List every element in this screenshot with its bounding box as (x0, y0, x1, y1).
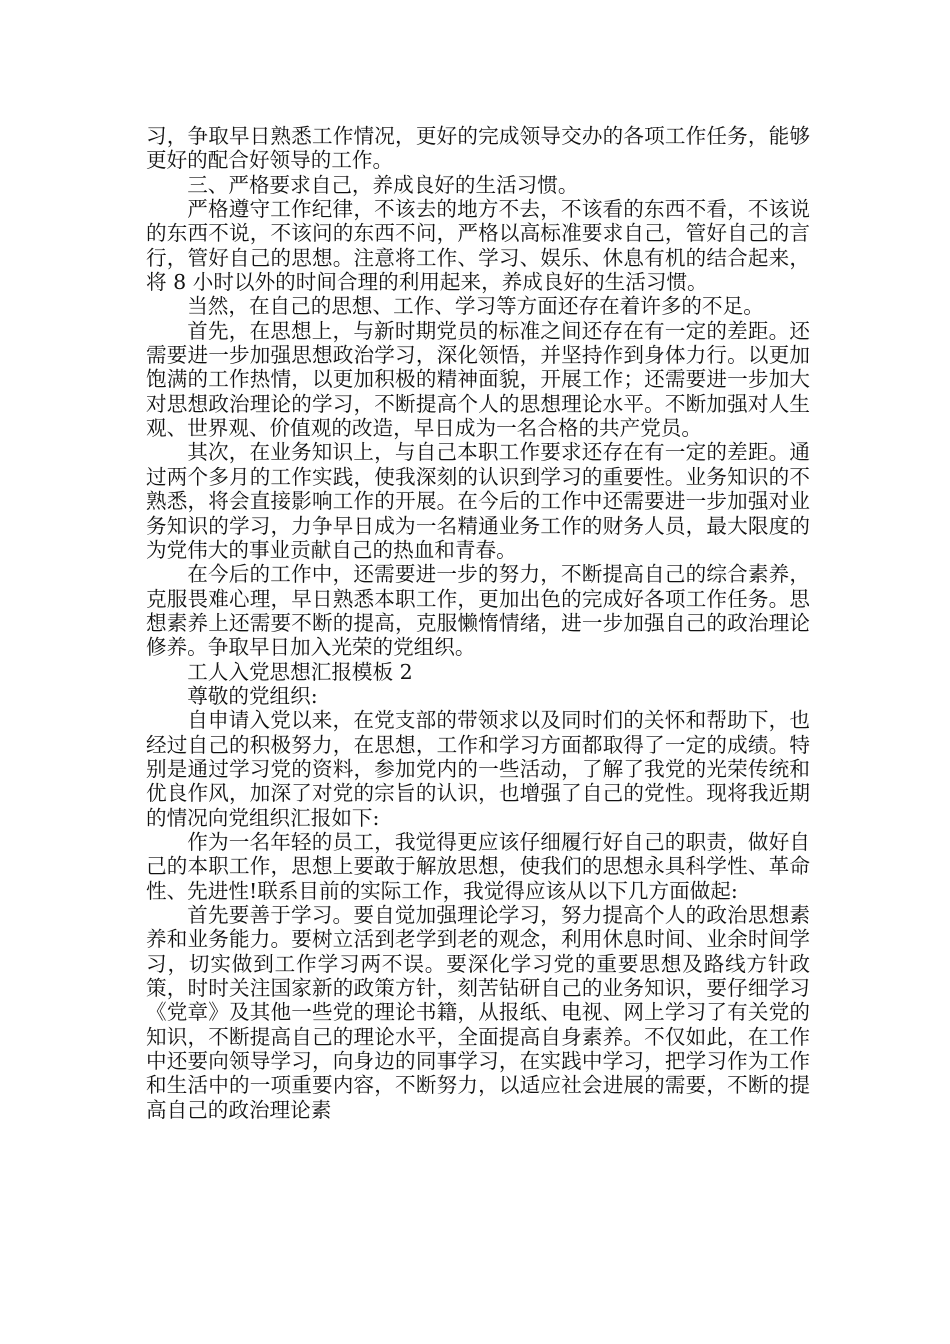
document-body (146, 124, 810, 1122)
paragraph-6: 其次，在业务知识上，与自己本职工作要求还存在有一定的差距。通过两个多月的工作实践，使我深刻的认识到学习的重要性。业务知识的不熟悉，将会直接影响工作的开展。在今后的工作中还需要进一步加强对业务知识的学习，力争早日成为一名精通业务工作的财务人员，最大限度的为党伟大的事业贡献自己的热血和青春。 (146, 440, 810, 562)
salutation: 尊敬的党组织: (187, 683, 318, 708)
paragraph-3: 严格遵守工作纪律，不该去的地方不去，不该看的东西不看，不该说的东西不说，不该问的东西不问，严格以高标准要求自己，管好自己的言行，管好自己的思想。注意将工作、学习、娱乐、休息有机的结合起来，将 8 小时以外的时间合理的利用起来，养成良好的生活习惯。 (146, 197, 810, 295)
paragraph-10: 自申请入党以来，在党支部的带领求以及同时们的关怀和帮助下，也经过自己的积极努力，在思想，工作和学习方面都取得了一定的成绩。特别是通过学习党的资料，参加党内的一些活动，了解了我党的光荣传统和优良作风，加深了对党的宗旨的认识，也增强了自己的党性。现将我近期的情况向党组织汇报如下: (146, 708, 810, 830)
paragraph-5: 首先，在思想上，与新时期党员的标准之间还存在有一定的差距。还需要进一步加强思想政治学习，深化领悟，并坚持作到身体力行。以更加饱满的工作热情，以更加积极的精神面貌，开展工作；还需要进一步加大对思想政治理论的学习，不断提高个人的思想理论水平。不断加强对人生观、世界观、价值观的改造，早日成为一名合格的共产党员。 (146, 318, 810, 441)
paragraph-1: 习，争取早日熟悉工作情况，更好的完成领导交办的各项工作任务，能够更好的配合好领导的工作。 (146, 124, 810, 173)
paragraph-7: 在今后的工作中，还需要进一步的努力，不断提高自己的综合素养，克服畏难心理，早日熟悉本职工作，更加出色的完成好各项工作任务。思想素养上还需要不断的提高，克服懒惰情绪，进一步加强自己的政治理论修养。争取早日加入光荣的党组织。 (146, 562, 810, 660)
paragraph-4: 当然，在自己的思想、工作、学习等方面还存在着许多的不足。 (187, 294, 764, 319)
paragraph-12: 首先要善于学习。要自觉加强理论学习，努力提高个人的政治思想素养和业务能力。要树立活到老学到老的观念，利用休息时间、业余时间学习，切实做到工作学习两不误。要深化学习党的重要思想及路线方针政策，时时关注国家新的政策方针，刻苦钻研自己的业务知识，要仔细学习《党章》及其他一些党的理论书籍，从报纸、电视、网上学习了有关党的知识，不断提高自己的理论水平，全面提高自身素养。不仅如此，在工作中还要向领导学习，向身边的同事学习，在实践中学习，把学习作为工作和生活中的一项重要内容，不断努力，以适应社会进展的需要，不断的提高自己的政治理论素 (146, 903, 810, 1122)
paragraph-11: 作为一名年轻的员工，我觉得更应该仔细履行好自己的职责，做好自己的本职工作，思想上要敢于解放思想，使我们的思想永具科学性、革命性、先进性!联系目前的实际工作，我觉得应该从以下几方面做起: (146, 829, 810, 903)
section-heading-three: 三、严格要求自己，养成良好的生活习惯。 (187, 172, 579, 197)
template-title: 工人入党思想汇报模板 2 (187, 659, 413, 684)
